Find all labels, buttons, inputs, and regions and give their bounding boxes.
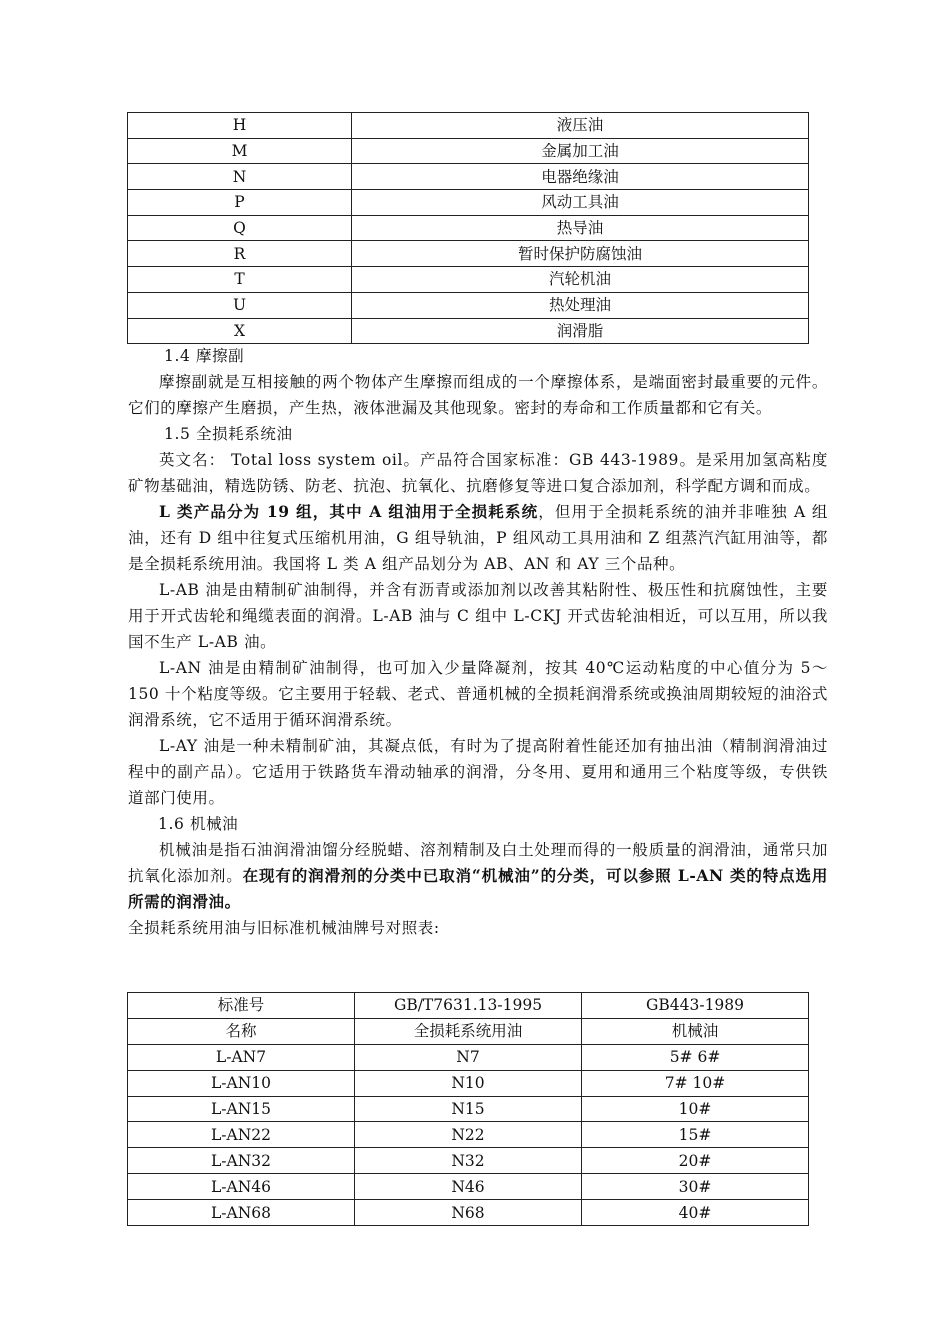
table-cell: 全损耗系统用油 <box>355 1018 582 1044</box>
table-cell: N22 <box>355 1122 582 1148</box>
table-cell: R <box>128 241 352 267</box>
oil-class-table <box>127 112 809 344</box>
table-cell: 电器绝缘油 <box>352 164 809 190</box>
table-cell: 标准号 <box>128 993 355 1019</box>
paragraph-english-name: 英文名： Total loss system oil。产品符合国家标准：GB 443-1989。是采用加氢高粘度矿物基础油，精选防锈、防老、抗泡、抗氧化、抗磨修复等进口复合添加剂，科学配方调和而成。 <box>128 451 828 495</box>
table-row <box>128 1044 809 1070</box>
paragraph-l-class-groups <box>128 499 828 577</box>
paragraph-machine-oil <box>128 837 828 915</box>
table-cell: 10# <box>582 1096 809 1122</box>
table-row <box>128 1070 809 1096</box>
paragraph-l-ay: L-AY 油是一种未精制矿油，其凝点低，有时为了提高附着性能还加有抽出油（精制润滑油过程中的副产品）。它适用于铁路货车滑动轴承的润滑，分冬用、夏用和通用三个粘度等级，专供铁道部门使用。 <box>128 737 828 807</box>
table-row <box>128 1018 809 1044</box>
table-row <box>128 1174 809 1200</box>
table-cell: 液压油 <box>352 113 809 139</box>
table-cell: 暂时保护防腐蚀油 <box>352 241 809 267</box>
paragraph-text: ，但用于全损耗系统的油并非唯独 A 组油，还有 D 组中往复式压缩机用油，G 组导轨油，P 组风动工具用油和 Z 组蒸汽汽缸用油等，都是全损耗系统用油。我国将 L 类 A 组产品划分为 AB、AN 和 AY 三个品种。 <box>128 503 828 573</box>
table-cell: U <box>128 292 352 318</box>
grade-comparison-table <box>127 992 809 1226</box>
table-cell: 7# 10# <box>582 1070 809 1096</box>
table-cell: T <box>128 267 352 293</box>
table-cell: 15# <box>582 1122 809 1148</box>
table-cell: 金属加工油 <box>352 138 809 164</box>
table-cell: P <box>128 190 352 216</box>
table-cell: H <box>128 113 352 139</box>
paragraph-l-ab: L-AB 油是由精制矿油制得，并含有沥青或添加剂以改善其粘附性、极压性和抗腐蚀性，主要用于开式齿轮和绳缆表面的润滑。L-AB 油与 C 组中 L-CKJ 开式齿轮油相近，可以互用，所以我国不生产 L-AB 油。 <box>128 581 828 651</box>
table-cell: N10 <box>355 1070 582 1096</box>
table-row <box>128 138 809 164</box>
section-heading-1-5: 1.5 全损耗系统油 <box>164 425 293 443</box>
oil-class-table-body <box>128 113 809 344</box>
table-row <box>128 292 809 318</box>
table-cell: 汽轮机油 <box>352 267 809 293</box>
section-heading-1-6: 1.6 机械油 <box>158 815 239 833</box>
table-cell: 润滑脂 <box>352 318 809 344</box>
table-cell: 30# <box>582 1174 809 1200</box>
table-row <box>128 241 809 267</box>
table-cell: N7 <box>355 1044 582 1070</box>
table-cell: N15 <box>355 1096 582 1122</box>
table-cell: 热处理油 <box>352 292 809 318</box>
table-cell: L-AN68 <box>128 1200 355 1226</box>
table-cell: 机械油 <box>582 1018 809 1044</box>
table-cell: L-AN15 <box>128 1096 355 1122</box>
table-cell: Q <box>128 215 352 241</box>
table-cell: M <box>128 138 352 164</box>
table-row <box>128 267 809 293</box>
table-cell: 5# 6# <box>582 1044 809 1070</box>
table-cell: L-AN10 <box>128 1070 355 1096</box>
table-row <box>128 190 809 216</box>
bold-text: L 类产品分为 19 组，其中 A 组油用于全损耗系统 <box>159 502 539 521</box>
table-cell: 名称 <box>128 1018 355 1044</box>
table-cell: L-AN7 <box>128 1044 355 1070</box>
table-row <box>128 164 809 190</box>
bold-text: 在现有的润滑剂的分类中已取消“机械油”的分类，可以参照 L-AN 类的特点选用所需的润滑油。 <box>128 866 828 911</box>
body-text <box>128 343 828 941</box>
table-cell: N68 <box>355 1200 582 1226</box>
table-cell: L-AN46 <box>128 1174 355 1200</box>
table-cell: X <box>128 318 352 344</box>
table-row <box>128 215 809 241</box>
table-row <box>128 1096 809 1122</box>
section-heading-1-4: 1.4 摩擦副 <box>164 347 245 365</box>
table-row <box>128 318 809 344</box>
table-row <box>128 1148 809 1174</box>
table-cell: 热导油 <box>352 215 809 241</box>
table-cell: GB/T7631.13-1995 <box>355 993 582 1019</box>
table-row <box>128 1200 809 1226</box>
table-cell: 40# <box>582 1200 809 1226</box>
table-cell: 风动工具油 <box>352 190 809 216</box>
table-cell: L-AN32 <box>128 1148 355 1174</box>
table-row <box>128 993 809 1019</box>
table-cell: 20# <box>582 1148 809 1174</box>
paragraph-text: 机械油是指石油润滑油馏分经脱蜡、溶剂精制及白土处理而得的一般质量的润滑油，通常只加抗氧化添加剂。 <box>128 841 828 885</box>
table-cell: N46 <box>355 1174 582 1200</box>
table-cell: N32 <box>355 1148 582 1174</box>
paragraph-friction-pair: 摩擦副就是互相接触的两个物体产生摩擦而组成的一个摩擦体系，是端面密封最重要的元件。它们的摩擦产生磨损，产生热，液体泄漏及其他现象。密封的寿命和工作质量都和它有关。 <box>128 373 828 417</box>
table-cell: L-AN22 <box>128 1122 355 1148</box>
table-cell: GB443-1989 <box>582 993 809 1019</box>
paragraph-l-an: L-AN 油是由精制矿油制得，也可加入少量降凝剂，按其 40℃运动粘度的中心值分为 5～150 十个粘度等级。它主要用于轻载、老式、普通机械的全损耗润滑系统或换油周期较短的油浴式润滑系统，它不适用于循环润滑系统。 <box>128 659 828 729</box>
table-row <box>128 113 809 139</box>
table-row <box>128 1122 809 1148</box>
table-cell: N <box>128 164 352 190</box>
grade-comparison-table-body <box>128 993 809 1226</box>
table-caption: 全损耗系统用油与旧标准机械油牌号对照表: <box>128 919 440 937</box>
